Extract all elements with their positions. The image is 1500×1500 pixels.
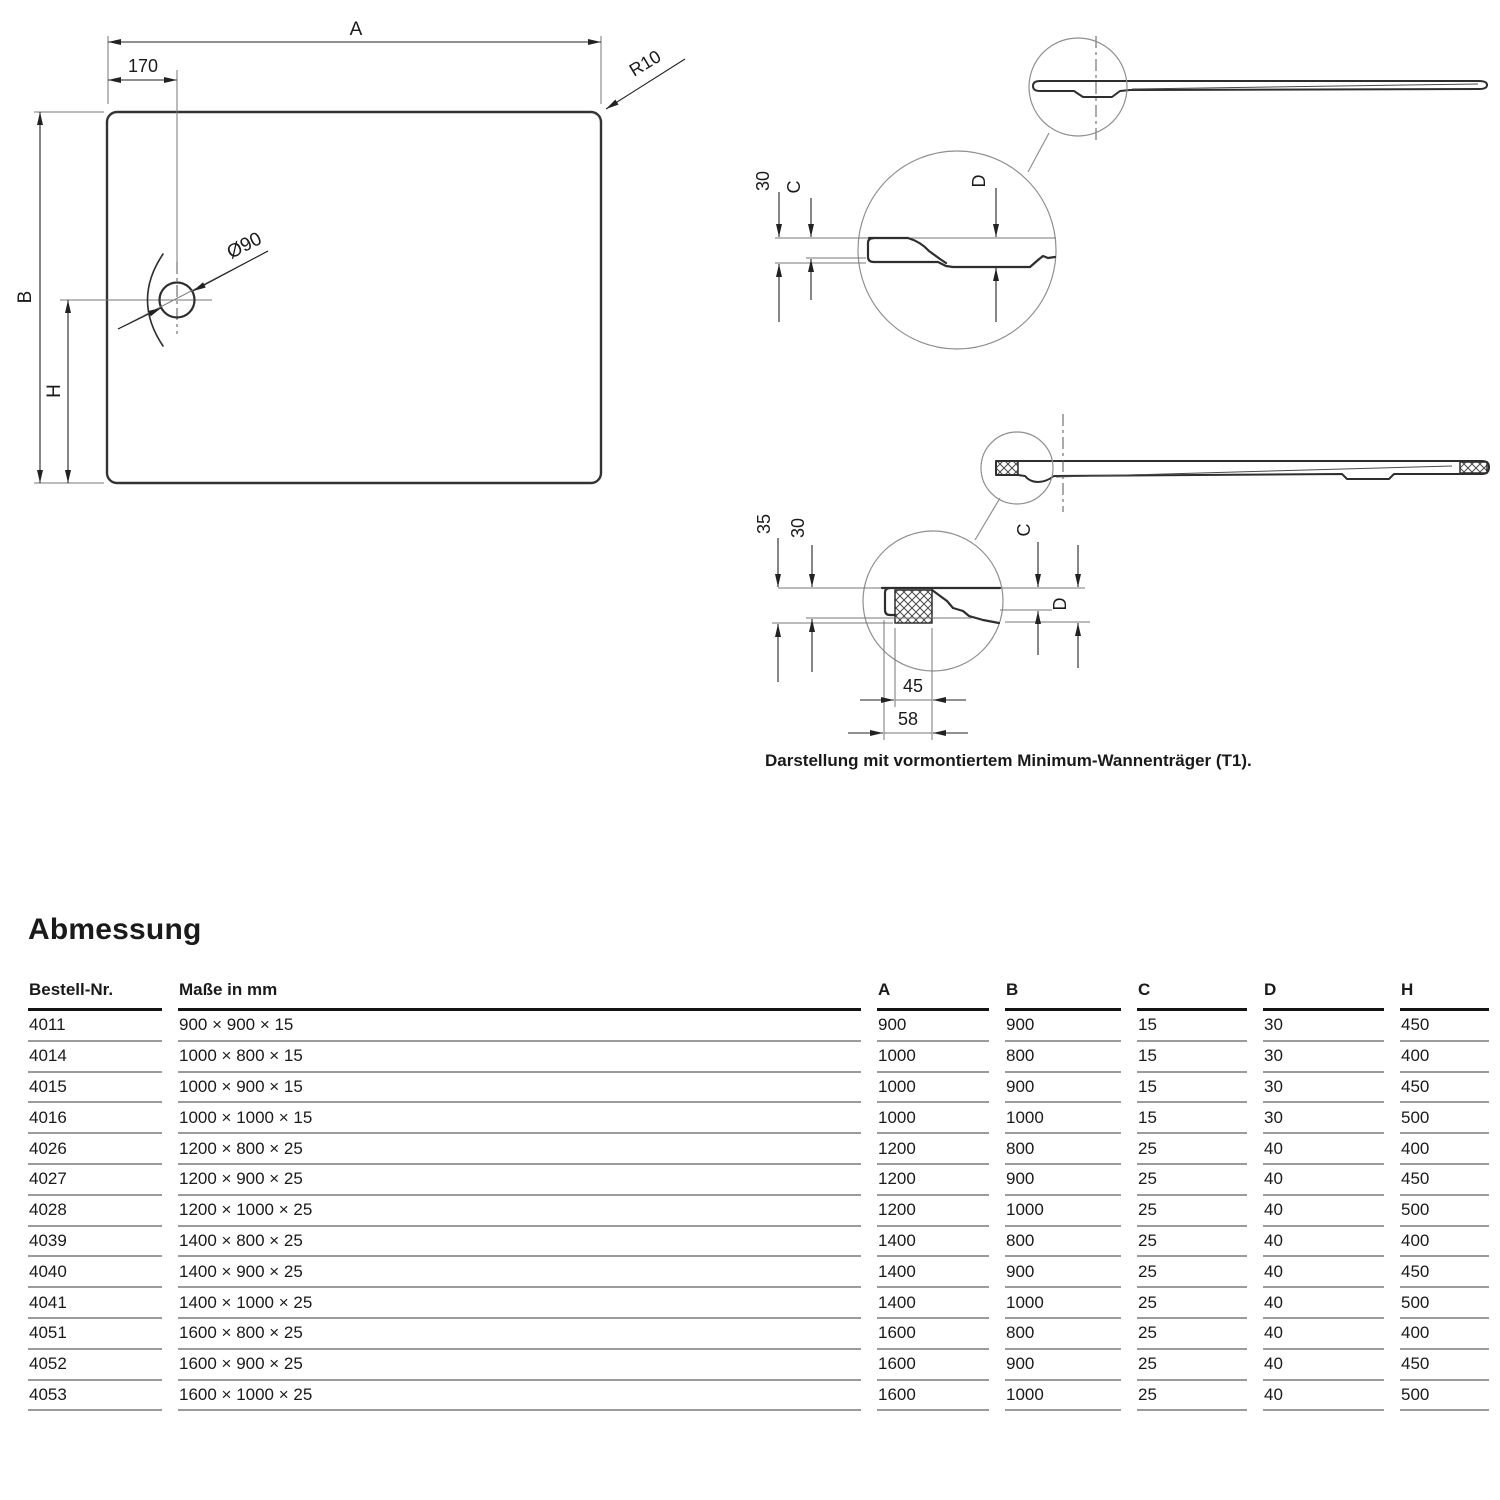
cell-d: 30 (1263, 1103, 1400, 1134)
cell-d: 40 (1263, 1381, 1400, 1412)
dimension-58-label: 58 (897, 709, 919, 729)
side-profile-drawing (753, 36, 1487, 349)
cell-bestell-nr: 4041 (28, 1288, 178, 1319)
dimension-c (784, 181, 811, 301)
table-row (28, 1042, 1493, 1073)
dimension-45-label: 45 (902, 676, 924, 696)
cell-bestell-nr: 4040 (28, 1257, 178, 1288)
cell-h: 450 (1400, 1011, 1493, 1042)
cell-c: 15 (1137, 1073, 1263, 1104)
cell-masse: 1200 × 1000 × 25 (178, 1196, 877, 1227)
cell-a: 1200 (877, 1196, 1005, 1227)
table-body (28, 1011, 1493, 1411)
cell-a: 1600 (877, 1319, 1005, 1350)
cell-c: 25 (1137, 1196, 1263, 1227)
cell-h: 450 (1400, 1073, 1493, 1104)
cell-c: 25 (1137, 1350, 1263, 1381)
cell-h: 400 (1400, 1134, 1493, 1165)
dimension-b-label: B (15, 290, 36, 304)
column-header-c: C (1137, 980, 1263, 1011)
cell-d: 40 (1263, 1319, 1400, 1350)
cell-bestell-nr: 4052 (28, 1350, 178, 1381)
column-header-masse: Maße in mm (178, 980, 877, 1011)
dimension-d-label: D (1050, 597, 1070, 611)
cell-c: 25 (1137, 1257, 1263, 1288)
detail-section (772, 588, 1090, 623)
cell-d: 40 (1263, 1288, 1400, 1319)
cell-masse: 1000 × 1000 × 15 (178, 1103, 877, 1134)
dimension-h (44, 300, 212, 483)
dimension-a-label: A (349, 19, 363, 40)
dimension-h-label: H (44, 384, 65, 398)
dimension-30-label: 30 (788, 517, 808, 539)
cell-d: 30 (1263, 1011, 1400, 1042)
table-row (28, 1381, 1493, 1412)
cell-bestell-nr: 4026 (28, 1134, 178, 1165)
cell-a: 1000 (877, 1103, 1005, 1134)
table-row (28, 1257, 1493, 1288)
cell-b: 900 (1005, 1011, 1137, 1042)
cell-d: 40 (1263, 1257, 1400, 1288)
dimension-b (15, 112, 104, 483)
dimension-d-label: D (969, 174, 989, 188)
cell-h: 400 (1400, 1319, 1493, 1350)
table-row (28, 1073, 1493, 1104)
cell-b: 1000 (1005, 1288, 1137, 1319)
table-row (28, 1350, 1493, 1381)
table-row (28, 1288, 1493, 1319)
cell-a: 1200 (877, 1134, 1005, 1165)
cell-masse: 1000 × 800 × 15 (178, 1042, 877, 1073)
cell-masse: 1200 × 800 × 25 (178, 1134, 877, 1165)
cell-b: 900 (1005, 1257, 1137, 1288)
detail-leader (975, 498, 1000, 540)
section-title: Abmessung (28, 913, 202, 946)
dimension-c-label: C (784, 180, 804, 194)
cell-bestell-nr: 4028 (28, 1196, 178, 1227)
cell-h: 500 (1400, 1381, 1493, 1412)
plan-view-drawing (15, 19, 685, 483)
cell-c: 25 (1137, 1381, 1263, 1412)
cell-b: 1000 (1005, 1381, 1137, 1412)
cell-d: 40 (1263, 1350, 1400, 1381)
dimension-35-label: 35 (754, 513, 774, 535)
cell-b: 900 (1005, 1073, 1137, 1104)
cell-c: 25 (1137, 1227, 1263, 1258)
cell-d: 40 (1263, 1227, 1400, 1258)
column-header-a: A (877, 980, 1005, 1011)
cell-a: 1600 (877, 1350, 1005, 1381)
dimension-170-label: 170 (127, 56, 159, 76)
detail-circle-large (858, 151, 1056, 349)
table-row (28, 1165, 1493, 1196)
dimension-170 (108, 56, 177, 334)
cell-masse: 1400 × 1000 × 25 (178, 1288, 877, 1319)
cell-a: 1000 (877, 1042, 1005, 1073)
cell-h: 450 (1400, 1350, 1493, 1381)
cell-h: 400 (1400, 1227, 1493, 1258)
cell-masse: 1000 × 900 × 15 (178, 1073, 877, 1104)
cell-c: 25 (1137, 1165, 1263, 1196)
cell-bestell-nr: 4053 (28, 1381, 178, 1412)
cell-b: 900 (1005, 1165, 1137, 1196)
table-row (28, 1103, 1493, 1134)
cell-a: 1600 (877, 1381, 1005, 1412)
dimension-58 (848, 709, 968, 733)
cell-d: 30 (1263, 1042, 1400, 1073)
column-header-d: D (1263, 980, 1400, 1011)
cell-bestell-nr: 4016 (28, 1103, 178, 1134)
table-row (28, 1319, 1493, 1350)
cell-h: 500 (1400, 1196, 1493, 1227)
corner-radius-callout (606, 46, 685, 109)
cell-bestell-nr: 4014 (28, 1042, 178, 1073)
cell-c: 15 (1137, 1042, 1263, 1073)
column-header-h: H (1400, 980, 1493, 1011)
dimension-c (1014, 524, 1038, 656)
cell-b: 800 (1005, 1319, 1137, 1350)
cell-d: 40 (1263, 1165, 1400, 1196)
cell-d: 30 (1263, 1073, 1400, 1104)
cell-h: 400 (1400, 1042, 1493, 1073)
cell-a: 1000 (877, 1073, 1005, 1104)
detail-leader (1028, 133, 1049, 172)
cell-masse: 1400 × 800 × 25 (178, 1227, 877, 1258)
support-end-right (1460, 462, 1487, 473)
column-header-b: B (1005, 980, 1137, 1011)
dimension-30 (753, 171, 779, 322)
cell-d: 40 (1263, 1196, 1400, 1227)
dimension-c-label: C (1014, 523, 1034, 537)
cell-h: 450 (1400, 1165, 1493, 1196)
cell-bestell-nr: 4039 (28, 1227, 178, 1258)
cell-b: 1000 (1005, 1196, 1137, 1227)
dimensions-table (28, 980, 1493, 1411)
drain-diameter-callout (118, 228, 268, 329)
dimension-d (1050, 545, 1078, 668)
cell-c: 25 (1137, 1288, 1263, 1319)
cell-masse: 900 × 900 × 15 (178, 1011, 877, 1042)
drain-diameter-label: Ø90 (223, 228, 266, 264)
side-profile-support-drawing (754, 414, 1489, 740)
cell-b: 900 (1005, 1350, 1137, 1381)
table-row (28, 1011, 1493, 1042)
cell-a: 1400 (877, 1227, 1005, 1258)
cell-c: 25 (1137, 1319, 1263, 1350)
support-end-left (996, 461, 1018, 475)
cell-masse: 1200 × 900 × 25 (178, 1165, 877, 1196)
tray-outline (107, 112, 601, 483)
dimension-30 (788, 518, 812, 672)
cell-masse: 1600 × 900 × 25 (178, 1350, 877, 1381)
cell-c: 15 (1137, 1103, 1263, 1134)
cell-a: 1400 (877, 1288, 1005, 1319)
cell-h: 500 (1400, 1103, 1493, 1134)
table-row (28, 1196, 1493, 1227)
table-header-row (28, 980, 1493, 1011)
detail-section (775, 238, 1056, 267)
cell-b: 800 (1005, 1227, 1137, 1258)
cell-b: 800 (1005, 1134, 1137, 1165)
cell-d: 40 (1263, 1134, 1400, 1165)
table-row (28, 1227, 1493, 1258)
cell-masse: 1600 × 1000 × 25 (178, 1381, 877, 1412)
cell-bestell-nr: 4011 (28, 1011, 178, 1042)
support-caption: Darstellung mit vormontiertem Minimum-Wannenträger (T1). (765, 751, 1252, 770)
cell-masse: 1600 × 800 × 25 (178, 1319, 877, 1350)
dimension-d (969, 175, 996, 323)
cell-h: 450 (1400, 1257, 1493, 1288)
cell-c: 25 (1137, 1134, 1263, 1165)
dimension-30-label: 30 (753, 170, 773, 192)
dimension-35 (754, 514, 778, 682)
cell-b: 1000 (1005, 1103, 1137, 1134)
cell-masse: 1400 × 900 × 25 (178, 1257, 877, 1288)
cell-a: 1200 (877, 1165, 1005, 1196)
corner-radius-label: R10 (625, 46, 665, 81)
cell-bestell-nr: 4027 (28, 1165, 178, 1196)
cell-a: 900 (877, 1011, 1005, 1042)
column-header-bestell-nr: Bestell-Nr. (28, 980, 178, 1011)
cell-bestell-nr: 4051 (28, 1319, 178, 1350)
cell-c: 15 (1137, 1011, 1263, 1042)
cell-h: 500 (1400, 1288, 1493, 1319)
cell-a: 1400 (877, 1257, 1005, 1288)
cell-bestell-nr: 4015 (28, 1073, 178, 1104)
table-row (28, 1134, 1493, 1165)
cell-b: 800 (1005, 1042, 1137, 1073)
profile-outline (1033, 81, 1487, 97)
dimension-a (108, 19, 601, 104)
